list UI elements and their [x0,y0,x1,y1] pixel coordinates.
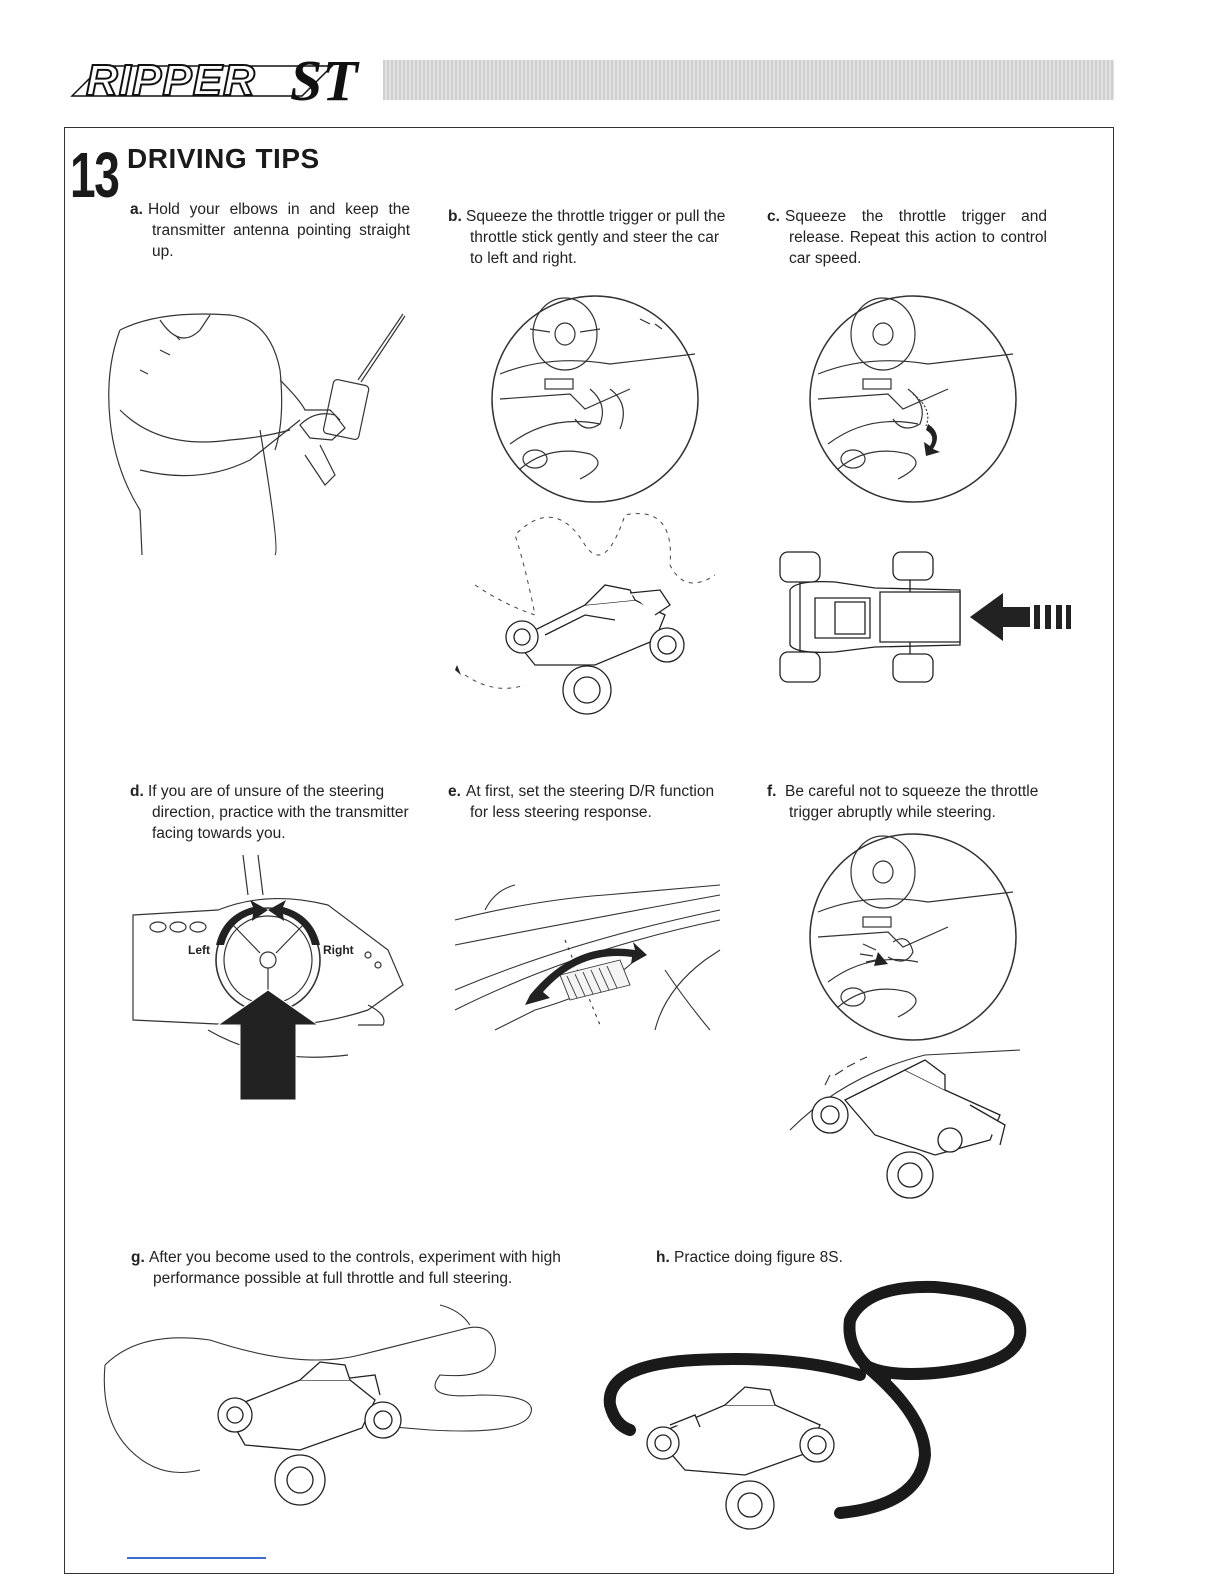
step-letter: a. [130,201,143,218]
step-text: Squeeze the throttle trigger or pull the throttle stick gently and steer the car to left and right. [466,208,726,267]
step-letter: d. [130,783,144,800]
step-letter: g. [131,1249,145,1266]
step-letter: h. [656,1249,670,1266]
step-text: Hold your elbows in and keep the transmitter antenna pointing straight up. [148,201,410,260]
section-title: DRIVING TIPS [127,143,320,174]
right-label: Right [323,943,354,957]
step-text: At first, set the steering D/R function for less steering response. [466,783,715,821]
header-bar [383,60,1114,100]
figure-eight-track-h [595,1265,1035,1540]
throttle-trigger-closeup-b [490,294,700,504]
step-text: If you are of unsure of the steering direction, practice with the transmitter facing towards you. [148,783,409,842]
step-c [767,206,1047,269]
step-letter: b. [448,208,462,225]
step-text: Squeeze the throttle trigger and release. Repeat this action to control car speed. [785,208,1047,267]
step-letter: c. [767,208,780,225]
left-label: Left [188,943,210,957]
footer-link-underline [127,1557,266,1559]
step-b [448,206,732,269]
ripper-st-logo [62,52,392,108]
person-holding-transmitter-illustration [100,310,410,560]
svg-text:RIPPER: RIPPER [86,56,256,105]
step-text: Be careful not to squeeze the throttle trigger abruptly while steering. [785,783,1039,821]
steering-dr-dial-illustration-e [455,880,720,1055]
step-text: Practice doing figure 8S. [674,1249,843,1266]
step-e [448,781,732,823]
section-number: 13 [70,139,119,211]
car-top-view-with-arrow-c [775,550,1075,685]
step-letter: e. [448,783,461,800]
car-full-throttle-path-g [100,1300,540,1525]
svg-text:ST: ST [290,52,358,108]
step-g [131,1247,593,1289]
step-text: After you become used to the controls, experiment with high performance possible at full throttle and full steering. [149,1249,561,1287]
throttle-trigger-closeup-f [808,832,1018,1042]
transmitter-wheel-illustration-d [128,855,408,1100]
step-a [130,199,410,262]
step-f [767,781,1051,823]
step-letter: f. [767,783,777,800]
car-tipping-over-f [785,1045,1025,1205]
throttle-trigger-closeup-c [808,294,1018,504]
car-zigzag-path-b [455,505,730,720]
step-d [130,781,412,844]
